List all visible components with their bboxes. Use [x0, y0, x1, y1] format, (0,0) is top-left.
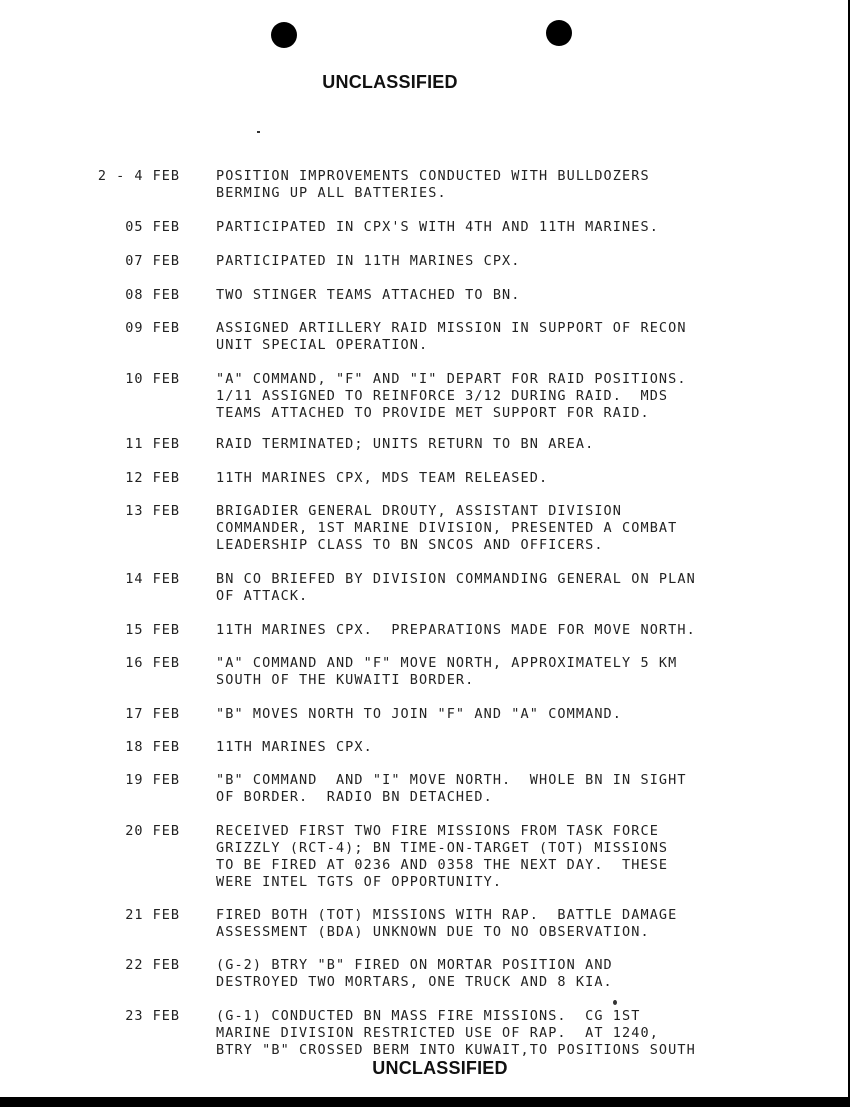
entry-date: 15 FEB: [125, 622, 180, 638]
entry-text: (G-2) BTRY "B" FIRED ON MORTAR POSITION AND DESTROYED TWO MORTARS, ONE TRUCK AND 8 KIA.: [216, 957, 613, 990]
entry-date: 21 FEB: [125, 907, 180, 923]
entry-date: 08 FEB: [125, 287, 180, 303]
entry-text: BN CO BRIEFED BY DIVISION COMMANDING GENERAL ON PLAN OF ATTACK.: [216, 571, 696, 604]
entry-date: 13 FEB: [125, 503, 180, 519]
entry-text: FIRED BOTH (TOT) MISSIONS WITH RAP. BATTLE DAMAGE ASSESSMENT (BDA) UNKNOWN DUE TO NO OBSERVATION.: [216, 907, 678, 940]
entry-date: 10 FEB: [125, 371, 180, 387]
entry-date: 14 FEB: [125, 571, 180, 587]
entry-date: 16 FEB: [125, 655, 180, 671]
entry-date: 12 FEB: [125, 470, 180, 486]
entry-text: RAID TERMINATED; UNITS RETURN TO BN AREA.: [216, 436, 595, 452]
entry-date: 20 FEB: [125, 823, 180, 839]
entry-date: 17 FEB: [125, 706, 180, 722]
entry-text: ASSIGNED ARTILLERY RAID MISSION IN SUPPORT OF RECON UNIT SPECIAL OPERATION.: [216, 320, 687, 353]
entry-text: "A" COMMAND AND "F" MOVE NORTH, APPROXIMATELY 5 KM SOUTH OF THE KUWAITI BORDER.: [216, 655, 678, 688]
entry-text: BRIGADIER GENERAL DROUTY, ASSISTANT DIVISION COMMANDER, 1ST MARINE DIVISION, PRESENTED A COMBAT LEADERSHIP CLASS TO BN SNCOS AND OFFICERS.: [216, 503, 678, 553]
entry-date: 11 FEB: [125, 436, 180, 452]
entry-date: 18 FEB: [125, 739, 180, 755]
entry-text: 11TH MARINES CPX, MDS TEAM RELEASED.: [216, 470, 549, 486]
entry-date: 23 FEB: [125, 1008, 180, 1024]
entry-date: 2 - 4 FEB: [97, 168, 180, 184]
entry-text: "A" COMMAND, "F" AND "I" DEPART FOR RAID POSITIONS. 1/11 ASSIGNED TO REINFORCE 3/12 DURING RAID. MDS TEAMS ATTACHED TO PROVIDE MET SUPPORT FOR RAID.: [216, 371, 687, 421]
entry-text: "B" MOVES NORTH TO JOIN "F" AND "A" COMMAND.: [216, 706, 623, 722]
footer-classification: UNCLASSIFIED: [372, 1058, 508, 1078]
entry-text: PARTICIPATED IN 11TH MARINES CPX.: [216, 253, 521, 269]
entry-date: 22 FEB: [125, 957, 180, 973]
entry-date: 19 FEB: [125, 772, 180, 788]
header-classification: UNCLASSIFIED: [322, 72, 458, 92]
entry-text: POSITION IMPROVEMENTS CONDUCTED WITH BULLDOZERS BERMING UP ALL BATTERIES.: [216, 168, 650, 201]
entry-date: 09 FEB: [125, 320, 180, 336]
entry-text: RECEIVED FIRST TWO FIRE MISSIONS FROM TASK FORCE GRIZZLY (RCT-4); BN TIME-ON-TARGET (TOT) MISSIONS TO BE FIRED AT 0236 AND 0358 THE NEXT DAY. THESE WERE INTEL TGTS OF OPPORTUNITY.: [216, 823, 669, 890]
entry-text: 11TH MARINES CPX.: [216, 739, 373, 755]
entry-text: (G-1) CONDUCTED BN MASS FIRE MISSIONS. CG 1ST MARINE DIVISION RESTRICTED USE OF RAP. AT 1240, BTRY "B" CROSSED BERM INTO KUWAIT,TO POSITIONS SOUTH: [216, 1008, 696, 1058]
entry-text: TWO STINGER TEAMS ATTACHED TO BN.: [216, 287, 521, 303]
entry-text: PARTICIPATED IN CPX'S WITH 4TH AND 11TH MARINES.: [216, 219, 659, 235]
entry-date: 05 FEB: [125, 219, 180, 235]
entry-date: 07 FEB: [125, 253, 180, 269]
entry-text: "B" COMMAND AND "I" MOVE NORTH. WHOLE BN IN SIGHT OF BORDER. RADIO BN DETACHED.: [216, 772, 687, 805]
entry-text: 11TH MARINES CPX. PREPARATIONS MADE FOR MOVE NORTH.: [216, 622, 696, 638]
